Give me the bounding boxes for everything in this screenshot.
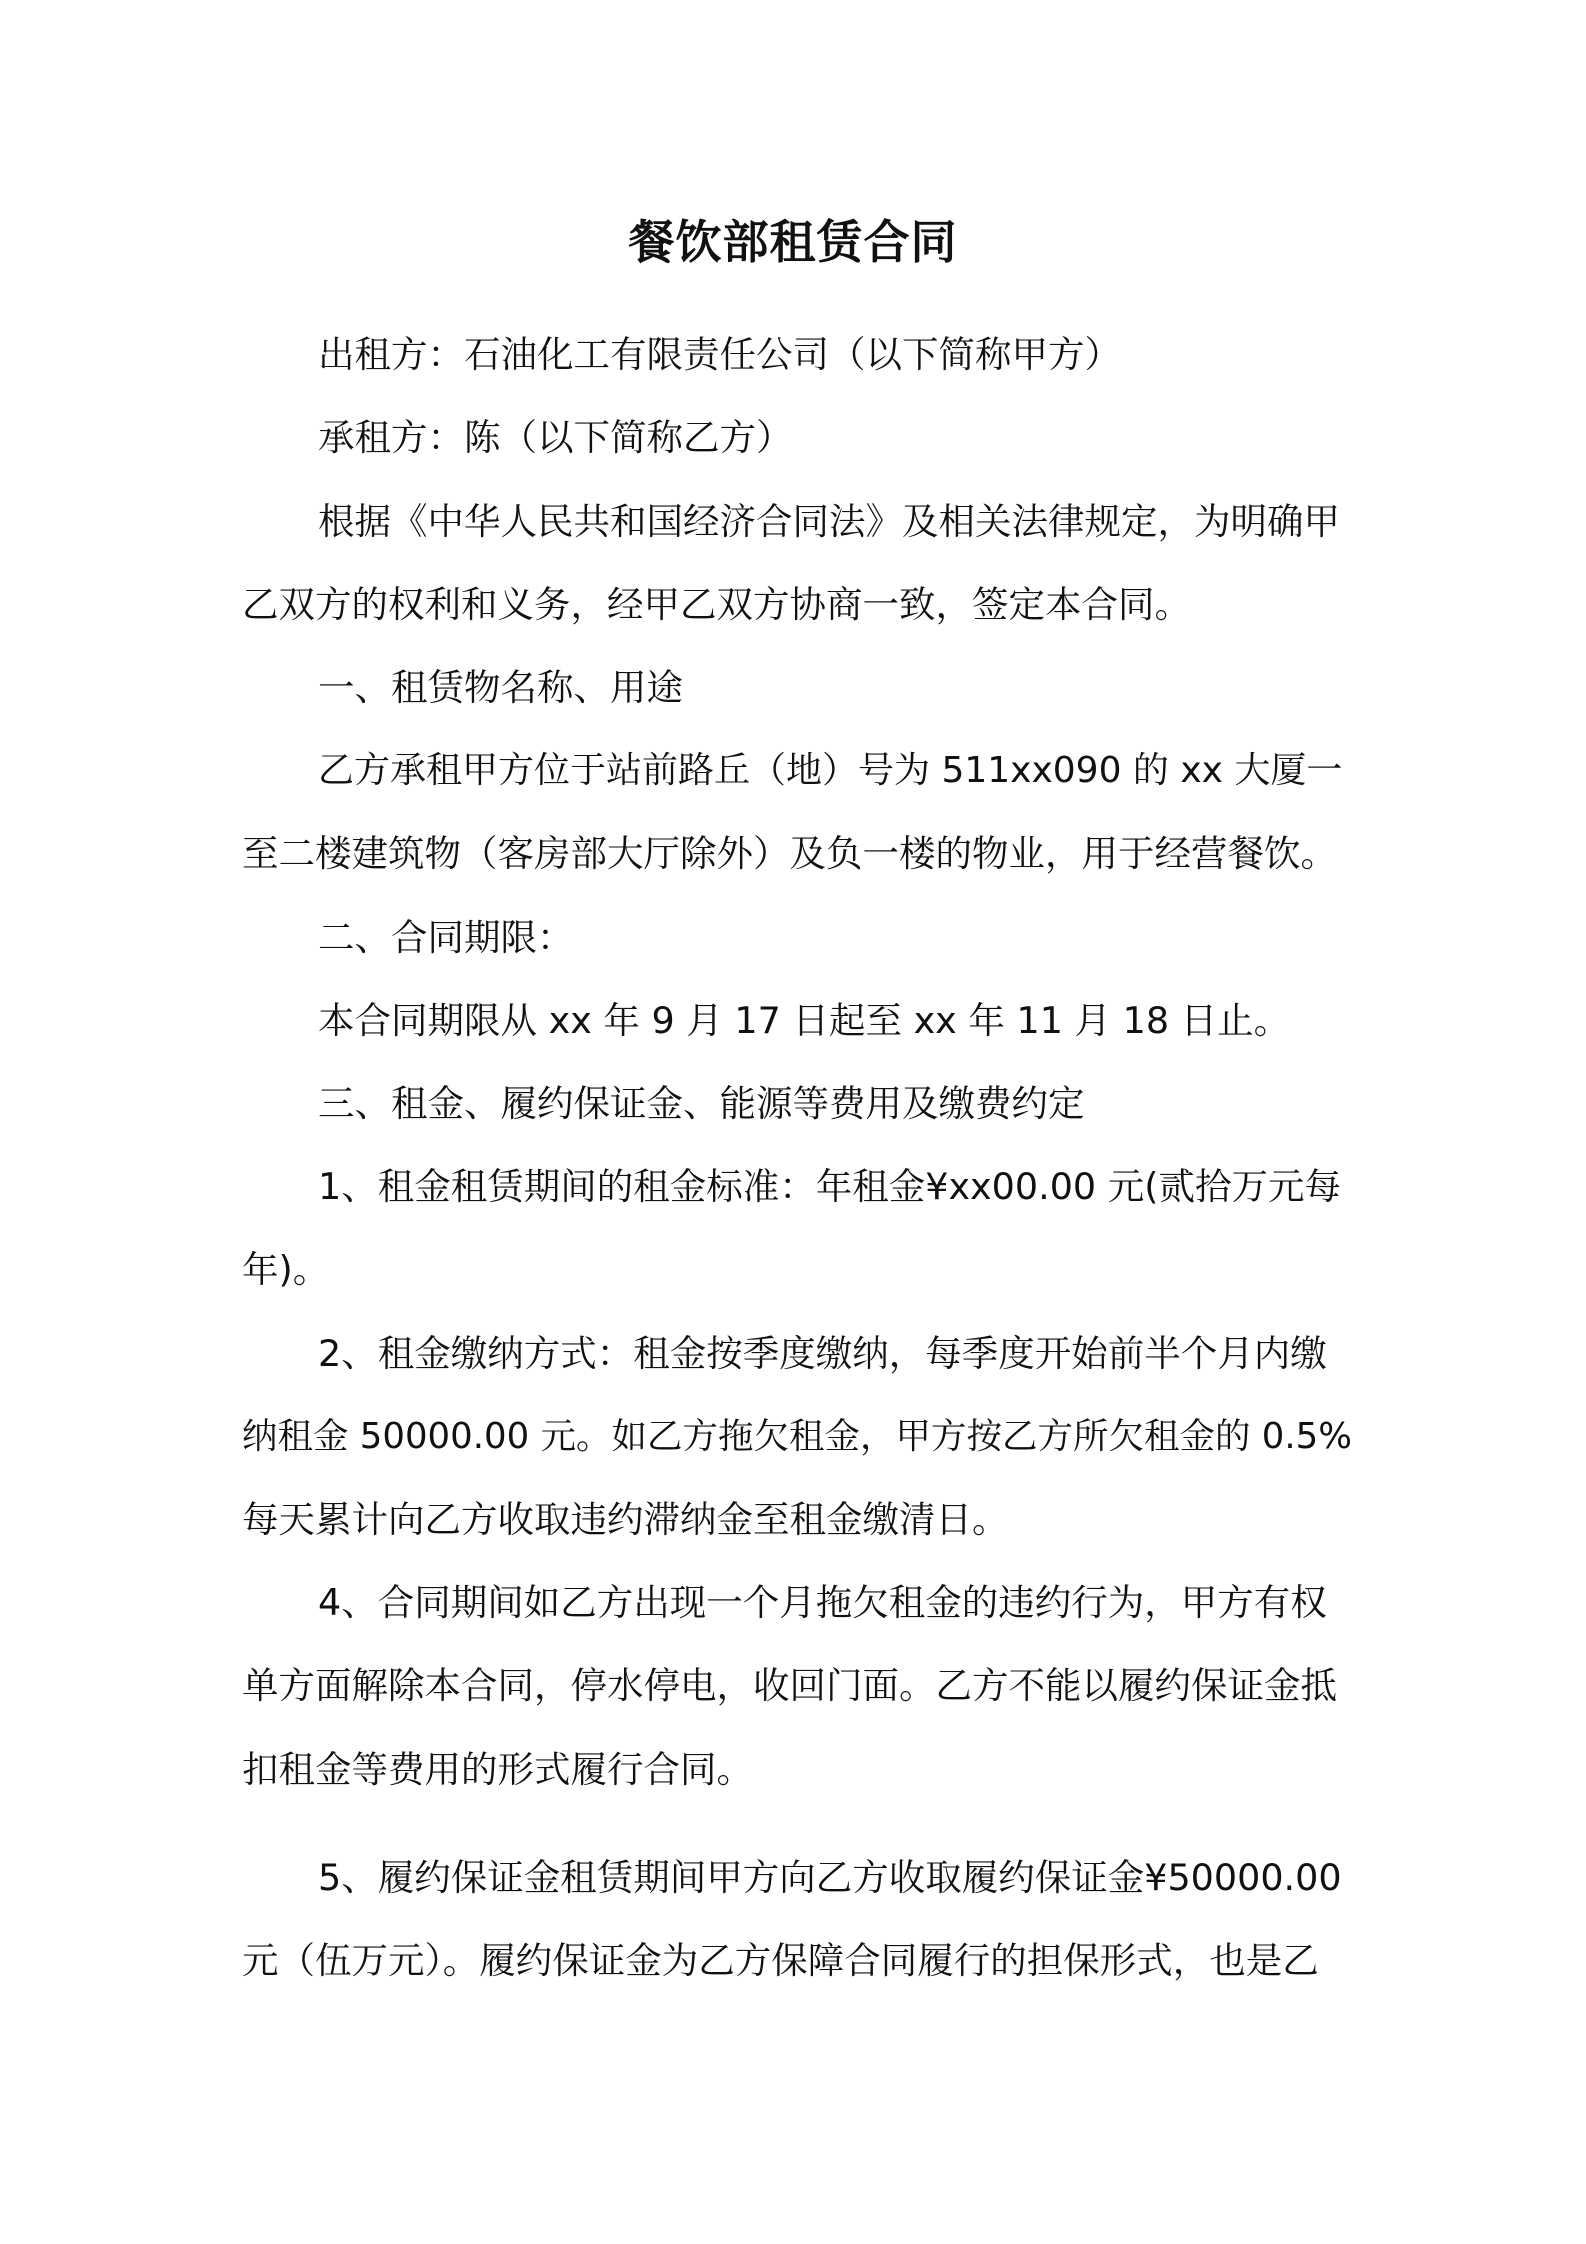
section-1-text-1: 乙方承租甲方位于站前路丘（地）号为 511xx090 的 xx 大厦一 [318, 750, 1343, 791]
preamble-line-1: 根据《中华人民共和国经济合同法》及相关法律规定，为明确甲 [318, 500, 1340, 543]
section-2-heading: 二、合同期限： [318, 916, 574, 959]
clause-4-text-2: 单方面解除本合同，停水停电，收回门面。乙方不能以履约保证金抵 [242, 1664, 1337, 1707]
document-title: 餐饮部租赁合同 [628, 215, 958, 269]
clause-2-text-2: 纳租金 50000.00 元。如乙方拖欠租金，甲方按乙方所欠租金的 0.5% [242, 1416, 1352, 1457]
clause-2-text-3: 每天累计向乙方收取违约滞纳金至租金缴清日。 [242, 1498, 1009, 1541]
section-1-text-2: 至二楼建筑物（客房部大厅除外）及负一楼的物业，用于经营餐饮。 [242, 832, 1337, 875]
clause-1-text-1: 1、租金租赁期间的租金标准：年租金¥xx00.00 元(贰拾万元每 [318, 1165, 1341, 1208]
section-3-heading: 三、租金、履约保证金、能源等费用及缴费约定 [318, 1082, 1085, 1125]
clause-5-text-1: 5、履约保证金租赁期间甲方向乙方收取履约保证金¥50000.00 [318, 1856, 1342, 1899]
lessee-line: 承租方：陈（以下简称乙方） [318, 416, 793, 459]
preamble-line-2: 乙双方的权利和义务，经甲乙双方协商一致，签定本合同。 [242, 583, 1191, 626]
clause-5-text-2: 元（伍万元）。履约保证金为乙方保障合同履行的担保形式，也是乙 [242, 1939, 1319, 1982]
clause-1-text-2: 年)。 [242, 1248, 330, 1291]
clause-4-text-3: 扣租金等费用的形式履行合同。 [242, 1748, 753, 1791]
clause-4-text-1: 4、合同期间如乙方出现一个月拖欠租金的违约行为，甲方有权 [318, 1581, 1327, 1624]
lessor-line: 出租方：石油化工有限责任公司（以下简称甲方） [318, 333, 1121, 376]
section-1-heading: 一、租赁物名称、用途 [318, 666, 683, 709]
clause-2-text-1: 2、租金缴纳方式：租金按季度缴纳，每季度开始前半个月内缴 [318, 1332, 1327, 1375]
section-2-text: 本合同期限从 xx 年 9 月 17 日起至 xx 年 11 月 18 日止。 [318, 999, 1291, 1042]
